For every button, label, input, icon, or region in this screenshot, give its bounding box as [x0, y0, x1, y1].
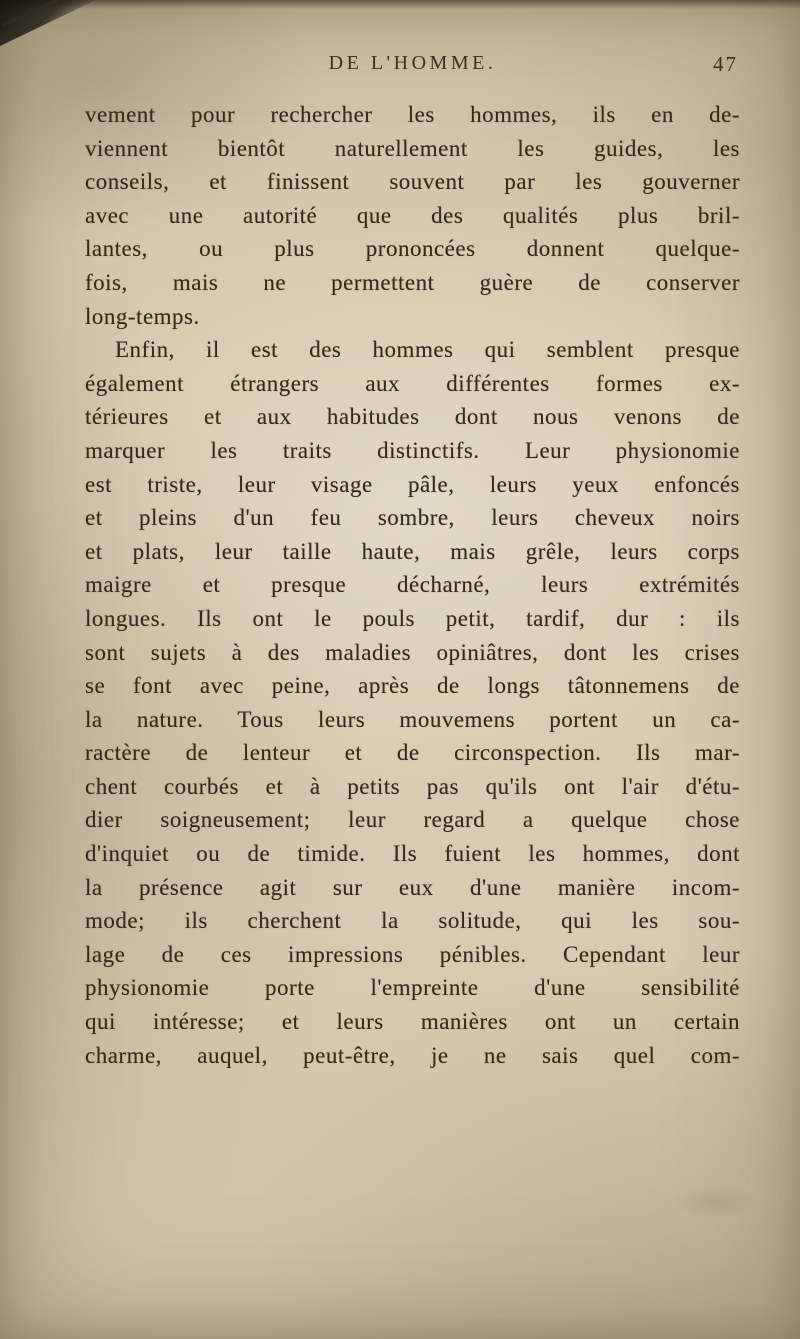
paragraph-2 [85, 333, 740, 1072]
text-line: long-temps. [85, 303, 200, 329]
text-line: térieures et aux habitudes dont nous venons de [85, 404, 740, 430]
text-line: se font avec peine, après de longs tâtonnemens de [85, 673, 740, 699]
text-line: également étrangers aux différentes formes ex- [85, 370, 740, 396]
text-line: charme, auquel, peut-être, je ne sais quel com- [85, 1042, 740, 1068]
text-line: marquer les traits distinctifs. Leur physionomie [85, 437, 740, 463]
text-line: qui intéresse; et leurs manières ont un certain [85, 1009, 740, 1035]
text-line: viennent bientôt naturellement les guides, les [85, 135, 740, 161]
paper-smudge [670, 1185, 760, 1219]
text-line: la présence agit sur eux d'une manière incom- [85, 874, 740, 900]
text-line: maigre et presque décharné, leurs extrémités [85, 572, 740, 598]
text-line: avec une autorité que des qualités plus bril- [85, 202, 740, 228]
scan-top-edge-shadow [0, 0, 800, 9]
text-line: d'inquiet ou de timide. Ils fuient les hommes, dont [85, 841, 740, 867]
text-line: longues. Ils ont le pouls petit, tardif, dur : ils [85, 605, 740, 631]
page-header [85, 52, 740, 78]
text-line: sont sujets à des maladies opiniâtres, dont les crises [85, 639, 740, 665]
text-line: lantes, ou plus prononcées donnent quelque- [85, 236, 740, 262]
page-number: 47 [713, 52, 738, 76]
body-text [85, 98, 740, 1072]
text-line: et pleins d'un feu sombre, leurs cheveux noirs [85, 505, 740, 531]
text-line: fois, mais ne permettent guère de conserver [85, 269, 740, 295]
text-line: est triste, leur visage pâle, leurs yeux enfoncés [85, 471, 740, 497]
text-line: lage de ces impressions pénibles. Cependant leur [85, 941, 740, 967]
text-line: Enfin, il est des hommes qui semblent presque [115, 337, 740, 363]
text-line: physionomie porte l'empreinte d'une sensibilité [85, 975, 740, 1001]
text-line: mode; ils cherchent la solitude, qui les sou- [85, 908, 740, 934]
text-line: vement pour rechercher les hommes, ils en de- [85, 102, 740, 127]
text-line: dier soigneusement; leur regard a quelque chose [85, 807, 740, 833]
text-line: ractère de lenteur et de circonspection. Ils mar- [85, 740, 740, 766]
text-line: et plats, leur taille haute, mais grêle, leurs corps [85, 538, 740, 564]
text-line: chent courbés et à petits pas qu'ils ont l'air d'étu- [85, 773, 740, 799]
paragraph-1 [85, 98, 740, 333]
text-line: conseils, et finissent souvent par les gouverner [85, 169, 740, 195]
running-title: DE L'HOMME. [328, 52, 497, 74]
text-line: la nature. Tous leurs mouvemens portent un ca- [85, 706, 740, 732]
